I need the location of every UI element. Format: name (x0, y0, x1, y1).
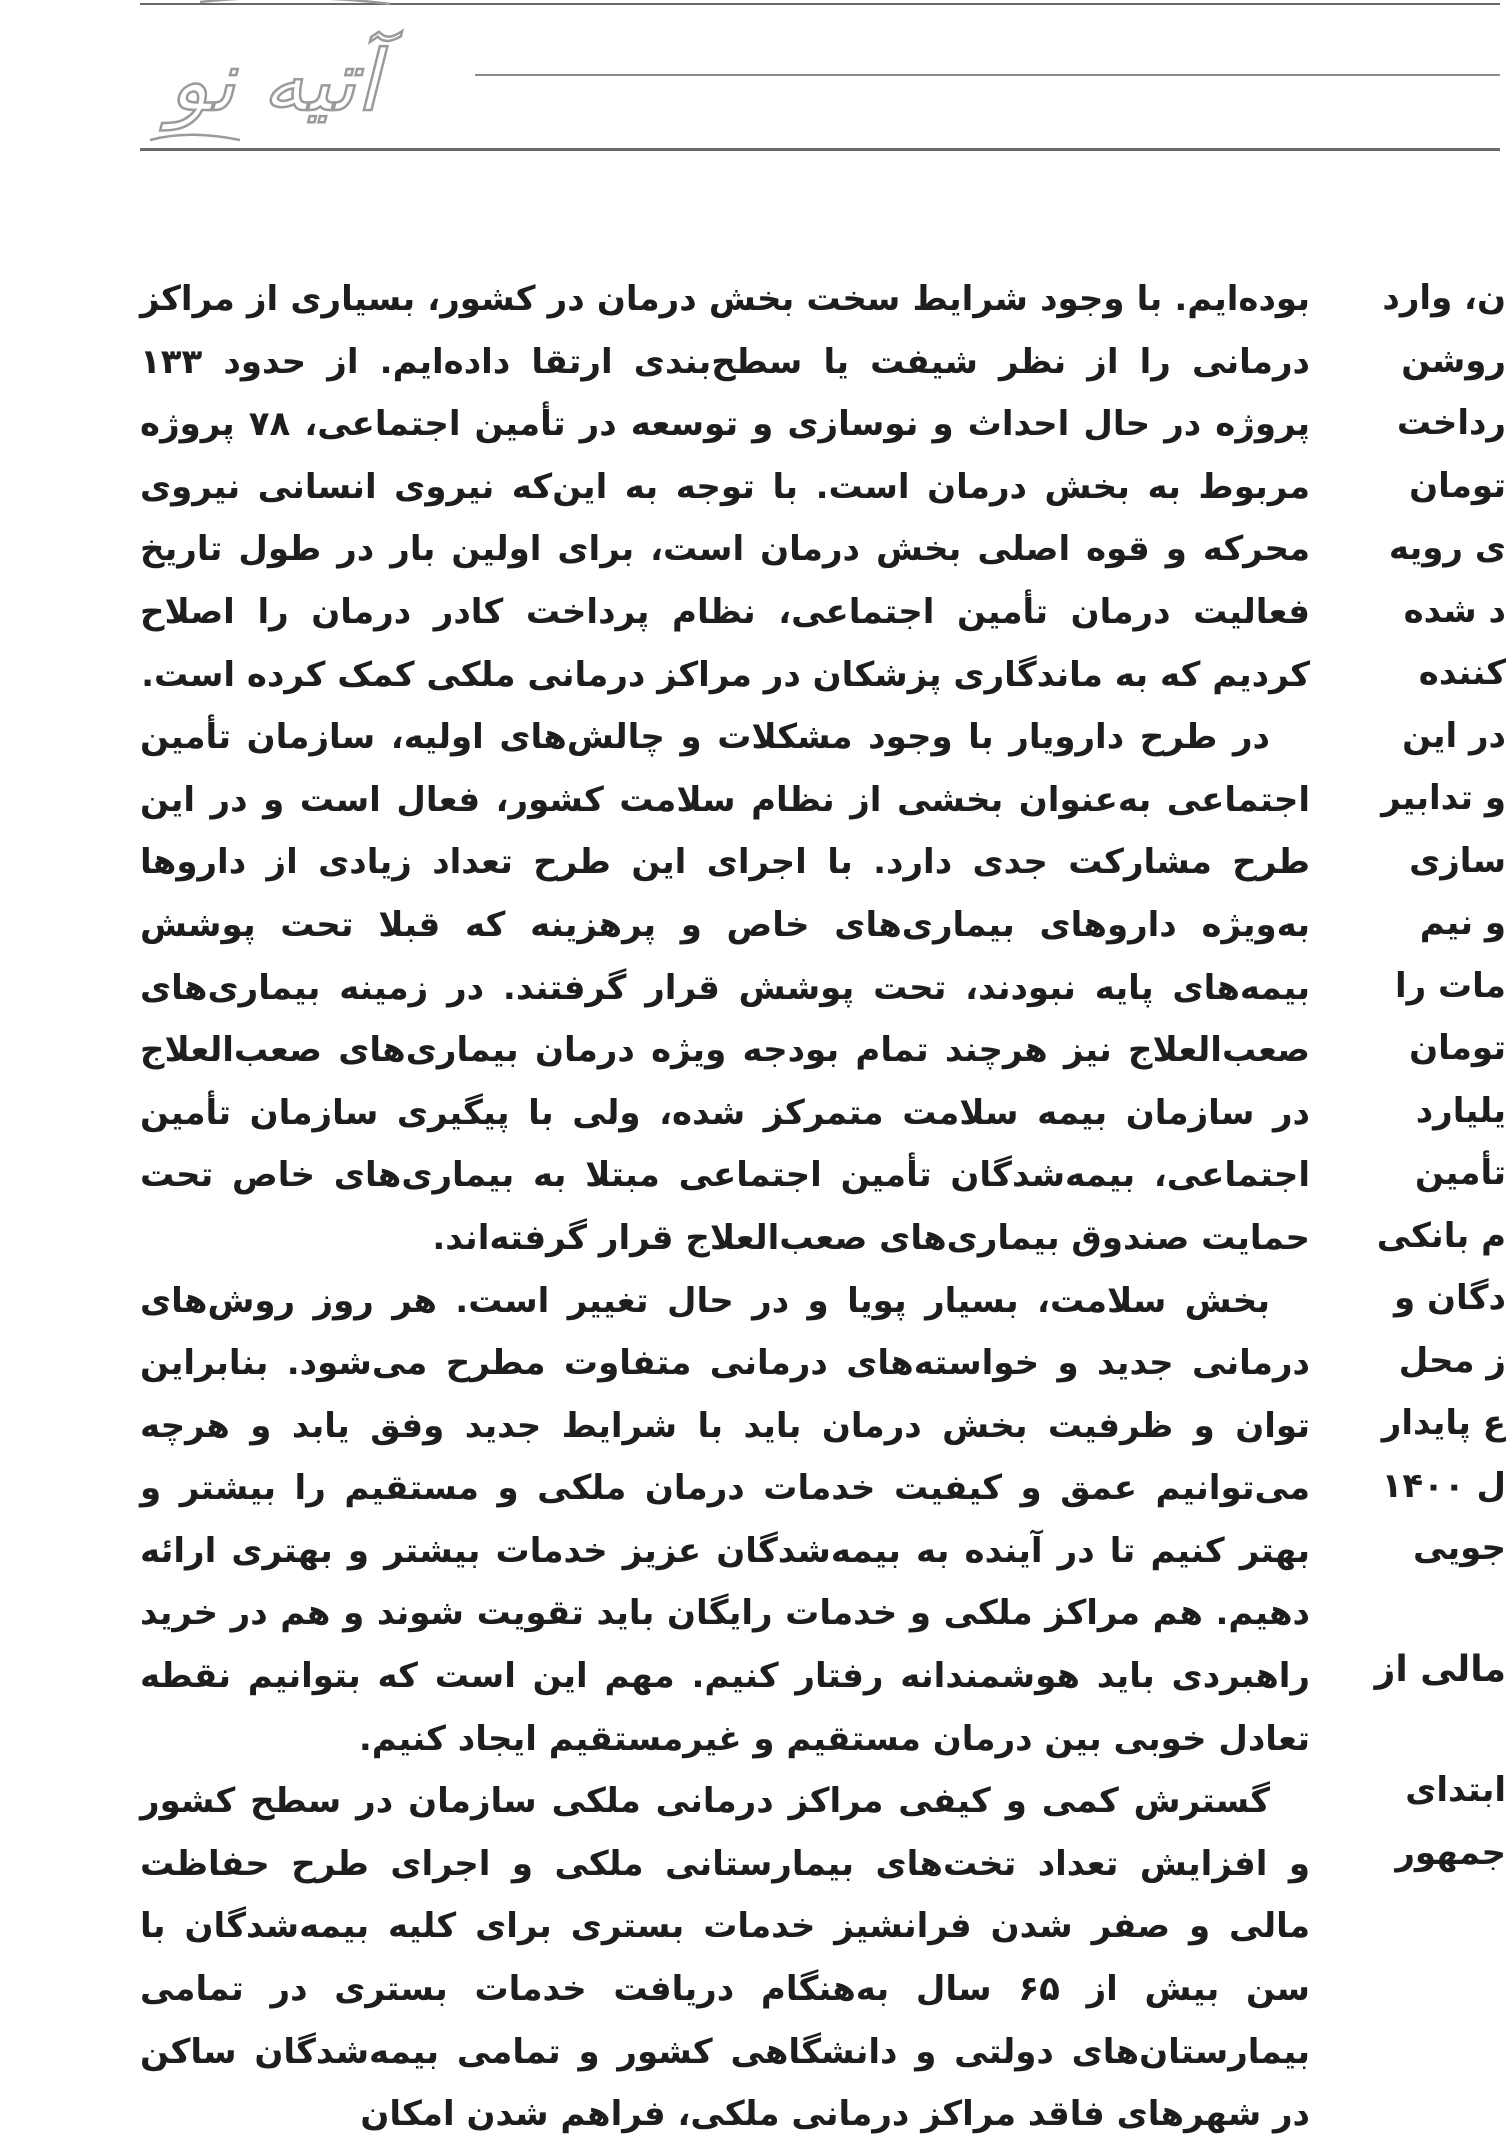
side-line: تومان (1409, 1028, 1506, 1068)
side-line: تأمین (1414, 1153, 1506, 1193)
side-line: و نیم (1419, 903, 1506, 943)
side-line: سازی (1409, 841, 1506, 881)
side-line: جویی (1413, 1528, 1506, 1568)
side-line: ابتدای (1405, 1770, 1506, 1810)
article-paragraph: در طرح دارویار با وجود مشکلات و چالش‌های اولیه، سازمان تأمین اجتماعی به‌عنوان بخشی از نظام سلامت کشور، فعال است و در این طرح مشارکت جدی دارد. با اجرای این طرح تعداد زیادی از داروها به‌ویژه داروهای بیماری‌های خاص و پرهزینه که قبلا تحت پوشش بیمه‌های پایه نبودند، تحت پوشش قرار گرفتند. در زمینه بیماری‌های صعب‌العلاج نیز هرچند تمام بودجه ویژه درمان بیماری‌های صعب‌العلاج در سازمان بیمه سلامت متمرکز شده، ولی با پیگیری سازمان تأمین اجتماعی، بیمه‌شدگان تأمین اجتماعی مبتلا به بیماری‌های خاص تحت حمایت صندوق بیماری‌های صعب‌العلاج قرار گرفته‌اند. (140, 717, 1310, 1258)
side-line: ع پایدار (1381, 1403, 1506, 1443)
adjacent-column-fragment (1374, 268, 1506, 1907)
side-line: کننده (1418, 653, 1506, 693)
publication-logo (140, 0, 410, 150)
side-line: ل ۱۴۰۰ (1381, 1466, 1506, 1506)
logo-flourish-bottom (150, 135, 240, 140)
side-line: د شده (1403, 591, 1506, 631)
logo-flourish-top (200, 0, 390, 4)
side-line: مات را (1394, 966, 1506, 1006)
side-line: رداخت (1396, 403, 1506, 443)
article-paragraph: بخش سلامت، بسیار پویا و در حال تغییر است. هر روز روش‌های درمانی جدید و خواسته‌های درمانی متفاوت مطرح می‌شود. بنابراین توان و ظرفیت بخش درمان باید با شرایط جدید وفق یابد و هرچه می‌توانیم عمق و کیفیت خدمات درمان ملکی و مستقیم را بیشتر و بهتر کنیم تا در آینده به بیمه‌شدگان عزیز خدمات بیشتر و بهتری ارائه دهیم. هم مراکز ملکی و خدمات رایگان باید تقویت شوند و هم در خرید راهبردی باید هوشمندانه رفتار کنیم. مهم این است که بتوانیم نقطه تعادل خوبی بین درمان مستقیم و غیرمستقیم ایجاد کنیم. (140, 1280, 1310, 1759)
side-line: تومان (1409, 466, 1506, 506)
side-line: یلیارد (1415, 1091, 1506, 1131)
side-line: روشن (1401, 341, 1506, 381)
side-subheading: مالی از (1374, 1649, 1506, 1690)
article-paragraph: گسترش کمی و کیفی مراکز درمانی ملکی سازمان در سطح کشور و افزایش تعداد تخت‌های بیمارستانی ملکی و اجرای طرح حفاظت مالی و صفر شدن فرانشیز خدمات بستری برای کلیه بیمه‌شدگان با سن بیش از ۶۵ سال به‌هنگام دریافت خدمات بستری در تمامی بیمارستان‌های دولتی و دانشگاهی کشور و تمامی بیمه‌شدگان ساکن در شهرهای فاقد مراکز درمانی ملکی، فراهم شدن امکان (140, 1781, 1310, 2135)
logo-text: آتیه نو (168, 32, 380, 130)
article-paragraph: بوده‌ایم. با وجود شرایط سخت بخش درمان در کشور، بسیاری از مراکز درمانی را از نظر شیفت یا سطح‌بندی ارتقا داده‌ایم. از حدود ۱۳۳ پروژه در حال احداث و نوسازی و توسعه در تأمین اجتماعی، ۷۸ پروژه مربوط به بخش درمان است. با توجه به این‌که نیروی انسانی نیروی محرکه و قوه اصلی بخش درمان است، برای اولین بار در طول تاریخ فعالیت درمان تأمین اجتماعی، نظام پرداخت کادر درمان را اصلاح کردیم که به ماندگاری پزشکان در مراکز درمانی ملکی کمک کرده است. (140, 279, 1310, 695)
side-line: در این (1402, 716, 1506, 756)
side-line: و تدابیر (1381, 778, 1506, 818)
side-line: دگان و (1394, 1278, 1506, 1318)
side-line: م بانکی (1376, 1216, 1506, 1256)
article-main-column (140, 268, 1310, 2146)
logo-calligraphy (140, 0, 410, 150)
header-divider (475, 74, 1500, 76)
side-line: ز محل (1398, 1341, 1506, 1381)
side-line: ن، وارد (1382, 278, 1506, 318)
side-line: جمهور (1395, 1833, 1506, 1873)
side-line: ی رویه (1388, 528, 1506, 568)
